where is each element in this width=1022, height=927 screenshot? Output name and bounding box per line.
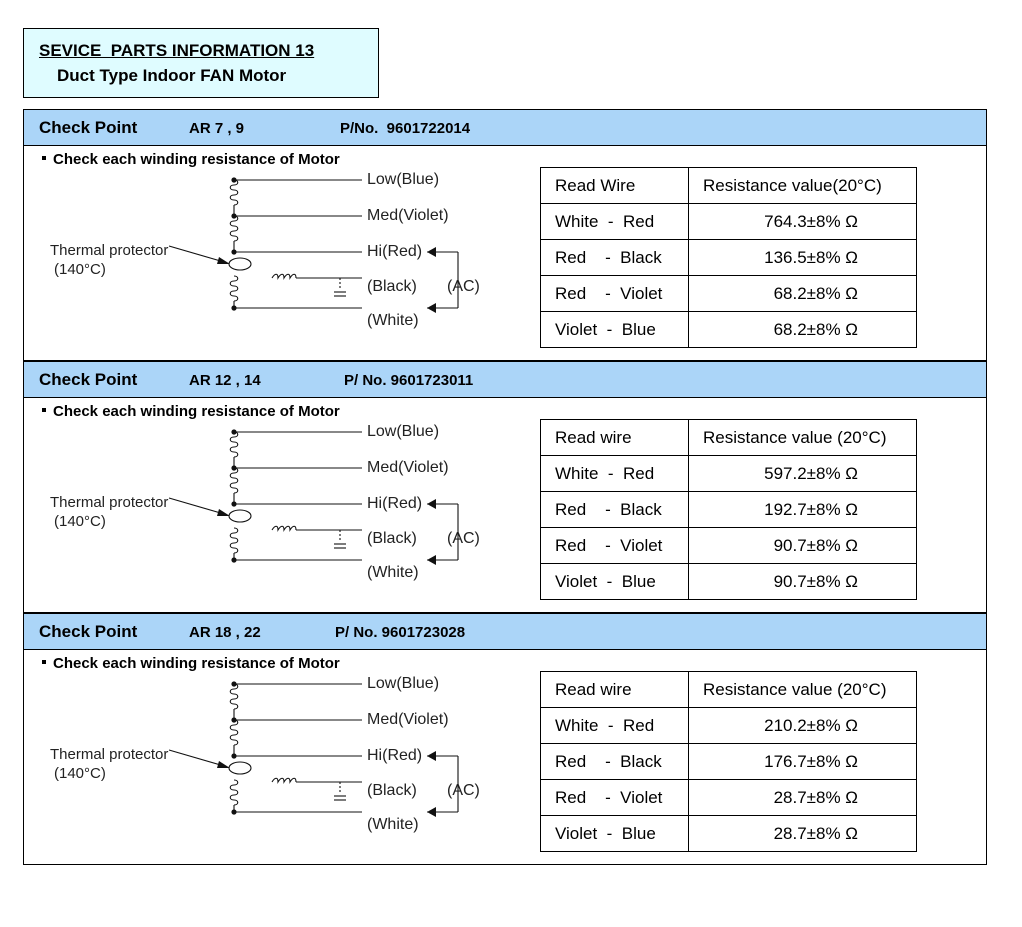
wire-label-med: Med(Violet) xyxy=(367,459,449,476)
read-wire-cell: Red - Black xyxy=(541,240,689,276)
wire-label-med: Med(Violet) xyxy=(367,207,449,224)
table-row xyxy=(541,708,917,744)
title-box xyxy=(23,28,379,98)
thermal-protector-symbol xyxy=(229,762,251,774)
read-wire-cell: Red - Violet xyxy=(541,276,689,312)
wire-label-hi: Hi(Red) xyxy=(367,747,423,764)
resistance-value-cell: 210.2±8% Ω xyxy=(689,708,917,744)
read-wire-cell: White - Red xyxy=(541,204,689,240)
resistance-value-cell: 68.2±8% Ω xyxy=(689,312,917,348)
thermal-protector-label: Thermal protector xyxy=(50,494,169,511)
document-title: SEVICE PARTS INFORMATION 13 xyxy=(39,41,315,60)
table-header-row xyxy=(541,420,917,456)
check-point-label: Check Point xyxy=(39,370,138,389)
read-wire-cell: White - Red xyxy=(541,708,689,744)
table-row xyxy=(541,744,917,780)
instruction-text xyxy=(42,151,340,168)
arrow-hi-icon xyxy=(427,247,436,257)
column-header-resistance: Resistance value (20°C) xyxy=(689,672,917,708)
bullet-icon xyxy=(42,660,46,664)
motor-wiring-diagram xyxy=(44,168,514,358)
thermal-protector-temp: (140°C) xyxy=(54,261,106,278)
motor-wiring-diagram xyxy=(44,420,514,610)
section-header xyxy=(24,362,986,398)
resistance-table xyxy=(540,419,917,600)
wire-label-white: (White) xyxy=(367,312,419,329)
check-point-label: Check Point xyxy=(39,118,138,137)
wire-label-low: Low(Blue) xyxy=(367,423,440,440)
winding-coil-middle xyxy=(230,720,238,745)
instruction-text xyxy=(42,655,340,672)
resistance-value-cell: 597.2±8% Ω xyxy=(689,456,917,492)
wire-label-black: (Black) xyxy=(367,782,417,799)
resistance-value-cell: 192.7±8% Ω xyxy=(689,492,917,528)
winding-coil-upper xyxy=(230,432,238,457)
arrow-thermal-icon xyxy=(217,509,230,516)
table-header-row xyxy=(541,672,917,708)
resistance-value-cell: 136.5±8% Ω xyxy=(689,240,917,276)
instruction-text xyxy=(42,403,340,420)
table-row xyxy=(541,456,917,492)
ac-label: (AC) xyxy=(447,278,480,295)
read-wire-cell: Red - Violet xyxy=(541,780,689,816)
resistance-value-cell: 176.7±8% Ω xyxy=(689,744,917,780)
winding-coil-middle xyxy=(230,216,238,241)
arrow-thermal-icon xyxy=(217,257,230,264)
table-header-row xyxy=(541,168,917,204)
part-number: P/No. 9601722014 xyxy=(340,120,471,137)
part-number: P/ No. 9601723011 xyxy=(344,372,474,389)
resistance-value-cell: 28.7±8% Ω xyxy=(689,816,917,852)
document-subtitle: Duct Type Indoor FAN Motor xyxy=(57,66,287,85)
resistance-value-cell: 764.3±8% Ω xyxy=(689,204,917,240)
capacitor-coil xyxy=(272,274,296,278)
thermal-protector-temp: (140°C) xyxy=(54,765,106,782)
table-row xyxy=(541,780,917,816)
thermal-protector-symbol xyxy=(229,258,251,270)
check-point-section xyxy=(23,361,987,613)
thermal-protector-symbol xyxy=(229,510,251,522)
model-number: AR 12 , 14 xyxy=(189,372,261,389)
column-header-read-wire: Read Wire xyxy=(541,168,689,204)
model-number: AR 18 , 22 xyxy=(189,624,261,641)
column-header-resistance: Resistance value (20°C) xyxy=(689,420,917,456)
table-row xyxy=(541,204,917,240)
resistance-value-cell: 90.7±8% Ω xyxy=(689,528,917,564)
model-number: AR 7 , 9 xyxy=(189,120,245,137)
section-header xyxy=(24,614,986,650)
read-wire-cell: Red - Black xyxy=(541,492,689,528)
read-wire-cell: Red - Violet xyxy=(541,528,689,564)
read-wire-cell: Violet - Blue xyxy=(541,564,689,600)
winding-coil-lower xyxy=(230,528,238,553)
column-header-read-wire: Read wire xyxy=(541,672,689,708)
wire-label-hi: Hi(Red) xyxy=(367,243,423,260)
winding-coil-upper xyxy=(230,180,238,205)
thermal-protector-label: Thermal protector xyxy=(50,242,169,259)
read-wire-cell: Red - Black xyxy=(541,744,689,780)
table-row xyxy=(541,240,917,276)
arrow-hi-icon xyxy=(427,499,436,509)
instruction-label: Check each winding resistance of Motor xyxy=(53,655,340,672)
thermal-protector-label: Thermal protector xyxy=(50,746,169,763)
winding-coil-lower xyxy=(230,276,238,301)
resistance-value-cell: 28.7±8% Ω xyxy=(689,780,917,816)
winding-coil-upper xyxy=(230,684,238,709)
bullet-icon xyxy=(42,408,46,412)
wire-label-med: Med(Violet) xyxy=(367,711,449,728)
read-wire-cell: White - Red xyxy=(541,456,689,492)
read-wire-cell: Violet - Blue xyxy=(541,816,689,852)
arrow-white-icon xyxy=(427,807,436,817)
capacitor-coil xyxy=(272,778,296,782)
instruction-label: Check each winding resistance of Motor xyxy=(53,151,340,168)
bullet-icon xyxy=(42,156,46,160)
table-row xyxy=(541,528,917,564)
instruction-label: Check each winding resistance of Motor xyxy=(53,403,340,420)
wire-label-white: (White) xyxy=(367,564,419,581)
wire-label-black: (Black) xyxy=(367,278,417,295)
resistance-value-cell: 90.7±8% Ω xyxy=(689,564,917,600)
column-header-resistance: Resistance value(20°C) xyxy=(689,168,917,204)
wire-label-black: (Black) xyxy=(367,530,417,547)
read-wire-cell: Violet - Blue xyxy=(541,312,689,348)
table-row xyxy=(541,276,917,312)
check-point-section xyxy=(23,109,987,361)
arrow-thermal-icon xyxy=(217,761,230,768)
wire-label-low: Low(Blue) xyxy=(367,675,440,692)
winding-coil-lower xyxy=(230,780,238,805)
winding-coil-middle xyxy=(230,468,238,493)
table-row xyxy=(541,492,917,528)
resistance-table xyxy=(540,671,917,852)
motor-wiring-diagram xyxy=(44,672,514,862)
capacitor-coil xyxy=(272,526,296,530)
thermal-protector-temp: (140°C) xyxy=(54,513,106,530)
table-row xyxy=(541,312,917,348)
resistance-table xyxy=(540,167,917,348)
wire-label-low: Low(Blue) xyxy=(367,171,440,188)
table-row xyxy=(541,816,917,852)
arrow-hi-icon xyxy=(427,751,436,761)
table-row xyxy=(541,564,917,600)
arrow-white-icon xyxy=(427,303,436,313)
ac-label: (AC) xyxy=(447,782,480,799)
wire-label-hi: Hi(Red) xyxy=(367,495,423,512)
column-header-read-wire: Read wire xyxy=(541,420,689,456)
section-header xyxy=(24,110,986,146)
check-point-label: Check Point xyxy=(39,622,138,641)
ac-label: (AC) xyxy=(447,530,480,547)
wire-label-white: (White) xyxy=(367,816,419,833)
check-point-section xyxy=(23,613,987,865)
resistance-value-cell: 68.2±8% Ω xyxy=(689,276,917,312)
part-number: P/ No. 9601723028 xyxy=(335,624,466,641)
arrow-white-icon xyxy=(427,555,436,565)
